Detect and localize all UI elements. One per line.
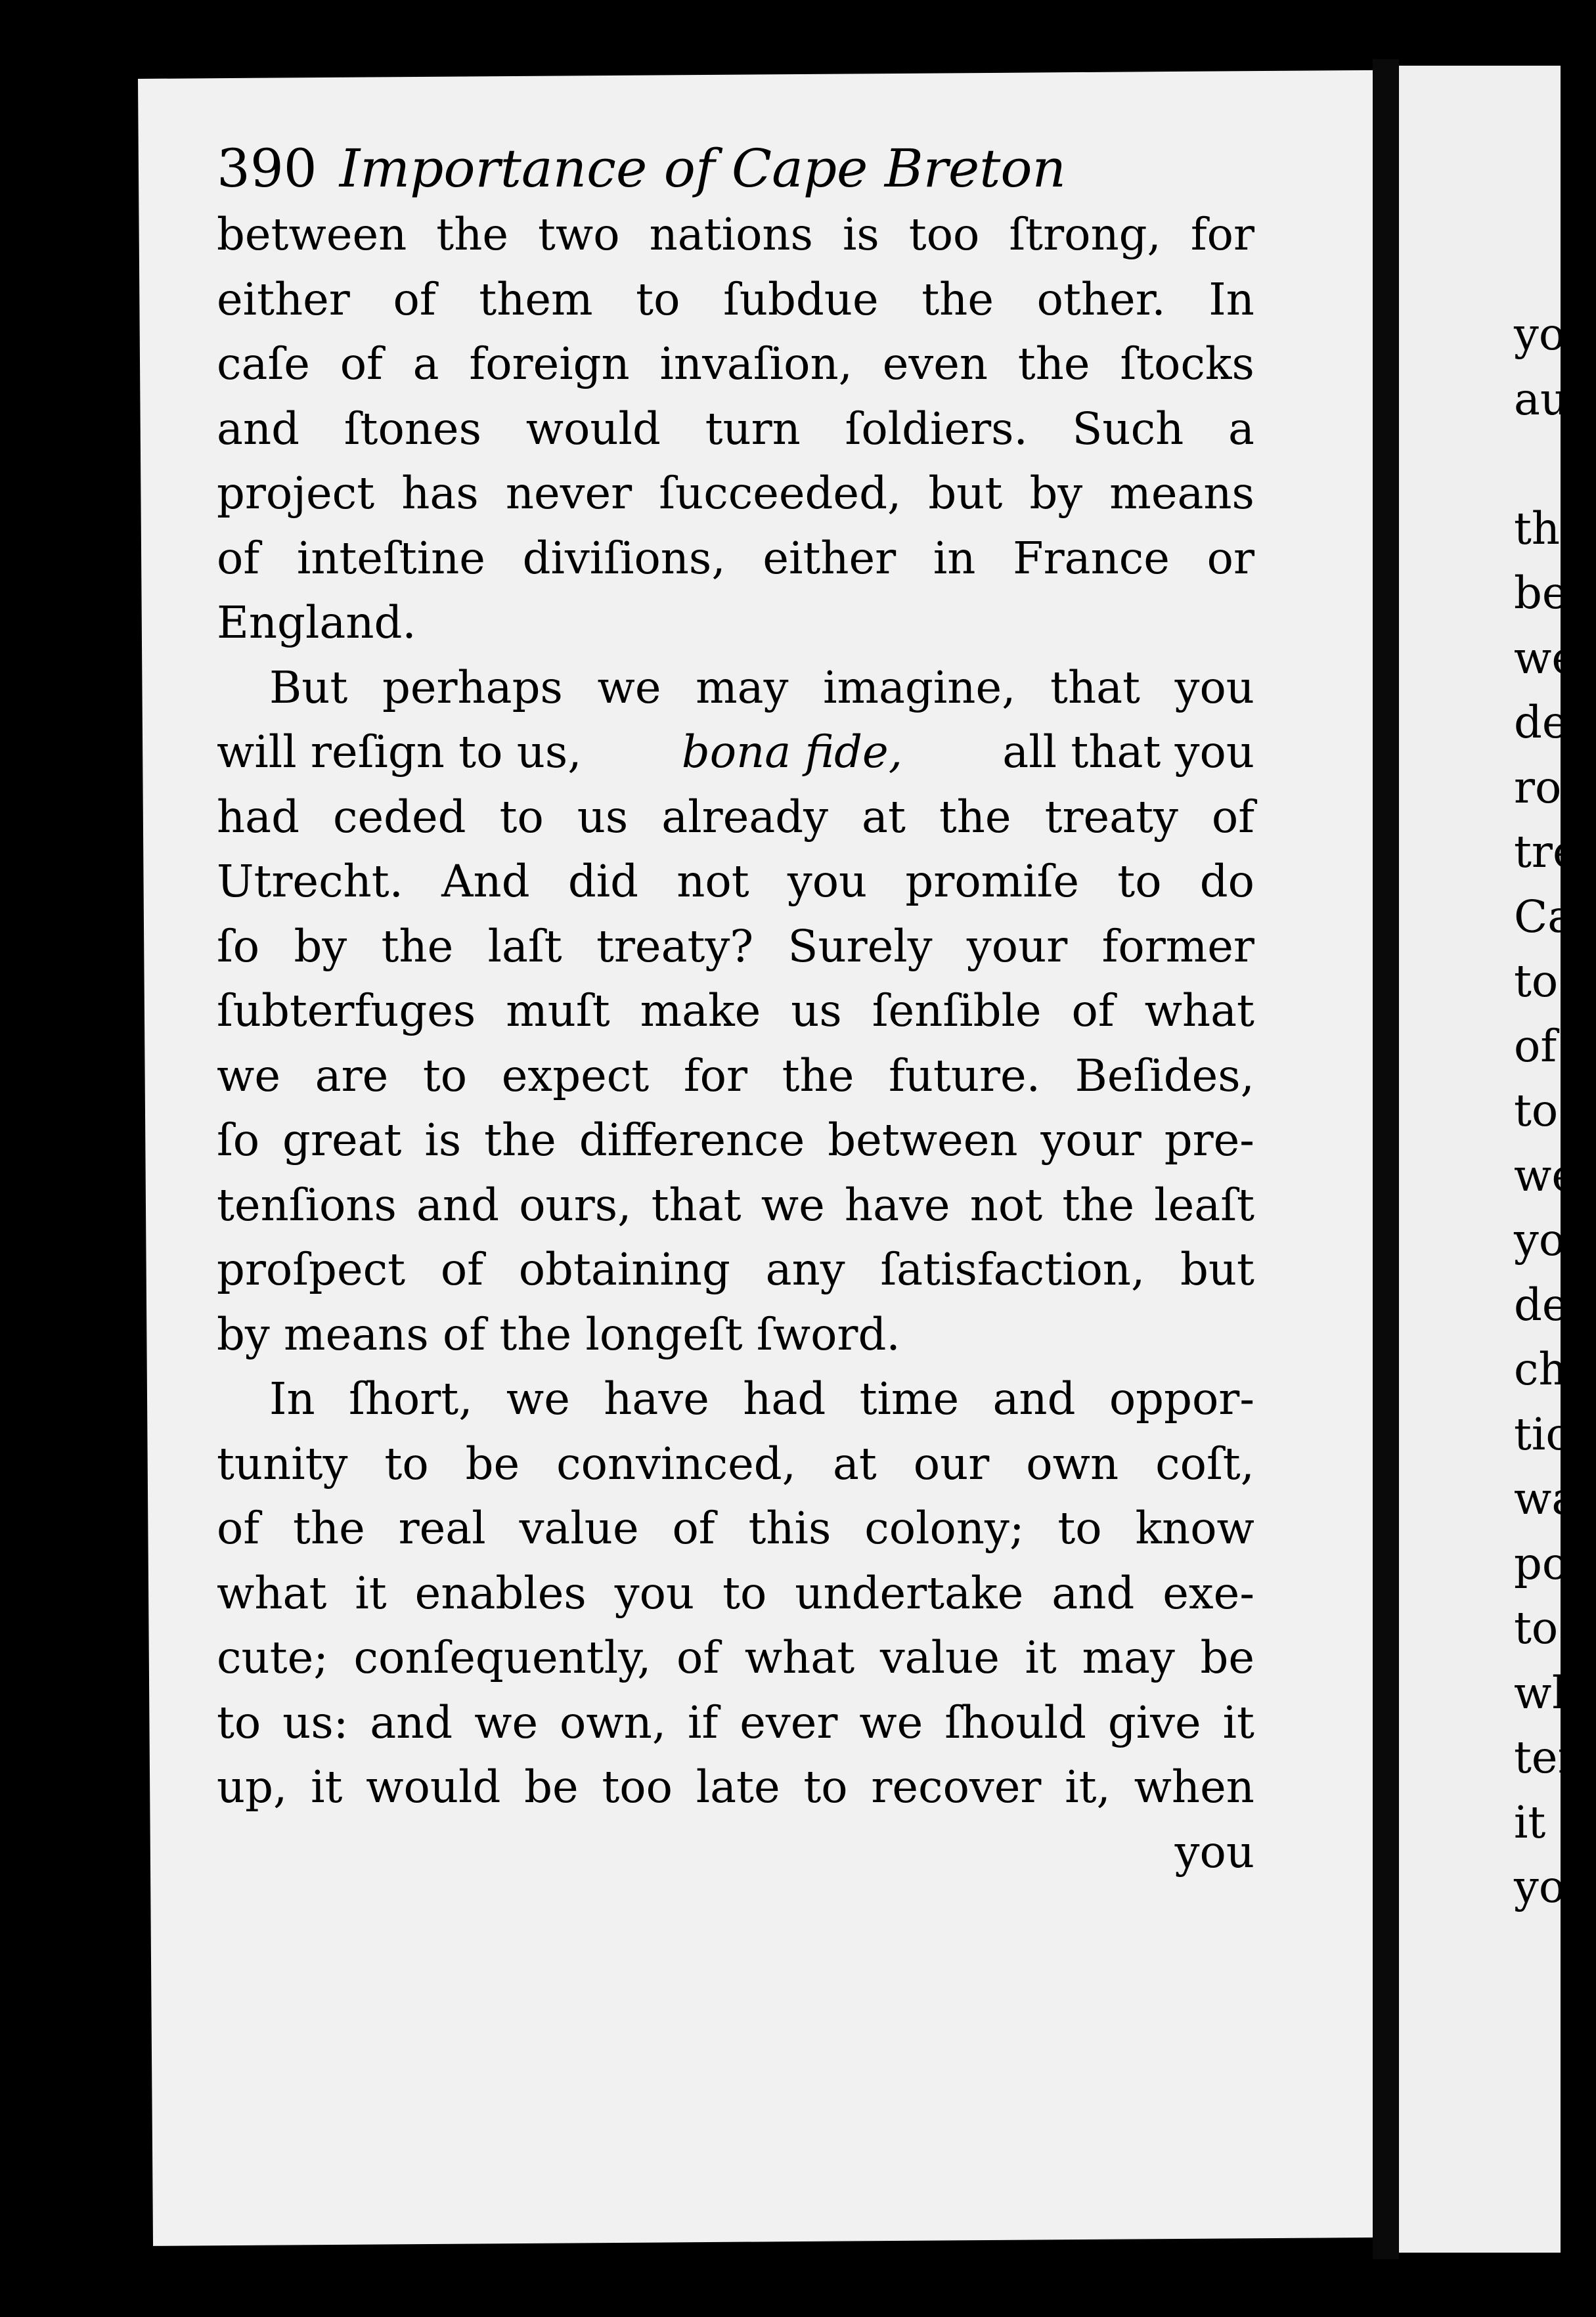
text-line	[217, 1690, 1254, 1755]
word: of	[217, 1503, 260, 1554]
word: be	[524, 1761, 579, 1813]
word: the	[436, 209, 508, 260]
word: ſhort,	[348, 1373, 473, 1424]
page-body	[217, 202, 1254, 1884]
facing-fragment: tio	[1514, 1408, 1572, 1460]
word: ours,	[519, 1179, 632, 1231]
text-line	[217, 655, 1254, 720]
word: this	[748, 1503, 831, 1554]
word: ſubdue	[723, 273, 879, 325]
facing-fragment	[1514, 431, 1561, 496]
word: of	[340, 338, 383, 389]
running-header	[217, 138, 1066, 199]
text-line	[217, 202, 1254, 267]
word: the	[782, 1049, 854, 1101]
word: already	[661, 791, 829, 843]
word: and	[370, 1696, 453, 1748]
word: inteſtine	[296, 532, 485, 584]
text-span: all that you	[1002, 726, 1254, 778]
word: two	[538, 209, 620, 260]
word: to	[1117, 856, 1162, 907]
catchword	[217, 1820, 1254, 1885]
word: In	[1208, 273, 1254, 325]
word: we	[597, 661, 661, 713]
word: we	[474, 1696, 539, 1748]
word: but	[1180, 1244, 1254, 1295]
facing-fragment: tre	[1514, 826, 1579, 877]
word: you	[1174, 661, 1254, 713]
word: to	[803, 1761, 848, 1813]
text-line	[217, 1173, 1254, 1238]
text-span: England.	[217, 597, 416, 648]
word: and	[992, 1373, 1076, 1424]
text-line	[217, 1561, 1254, 1626]
word: muſt	[506, 985, 610, 1036]
word: it	[355, 1567, 387, 1619]
word: undertake	[795, 1567, 1024, 1619]
word: your	[1040, 1114, 1142, 1166]
word: is	[842, 209, 879, 260]
text-line	[217, 914, 1254, 979]
word: tenſions	[217, 1179, 397, 1231]
word: did	[567, 856, 639, 907]
word: laſt	[487, 920, 562, 972]
facing-fragment: it	[1514, 1796, 1546, 1848]
text-line	[217, 397, 1254, 462]
word: of	[217, 532, 260, 584]
word: have	[844, 1179, 950, 1231]
text-line	[217, 1432, 1254, 1497]
word: we	[217, 1049, 280, 1101]
word: up,	[217, 1761, 288, 1813]
text-line	[217, 785, 1254, 850]
word: to	[422, 1049, 468, 1101]
word: ſoldiers.	[845, 403, 1028, 454]
facing-fragment: we	[1514, 632, 1578, 684]
word: proſpect	[217, 1244, 406, 1295]
word: it	[1222, 1696, 1254, 1748]
word: of	[676, 1632, 720, 1683]
word: us	[577, 791, 629, 843]
text-line	[217, 332, 1254, 397]
word: Such	[1072, 403, 1184, 454]
word: would	[525, 403, 661, 454]
word: ſhould	[944, 1696, 1086, 1748]
facing-fragment: de	[1514, 697, 1568, 748]
word: and	[217, 403, 299, 454]
word: own,	[560, 1696, 667, 1748]
text-line	[217, 849, 1254, 914]
word: France	[1013, 532, 1170, 584]
word: the	[921, 273, 994, 325]
word: caſe	[217, 338, 310, 389]
word: And	[441, 856, 530, 907]
facing-fragment: po	[1514, 1537, 1569, 1589]
word: of	[440, 1244, 483, 1295]
word: former	[1101, 920, 1254, 972]
word: do	[1199, 856, 1254, 907]
word: ever	[740, 1696, 838, 1748]
word: foreign	[469, 338, 630, 389]
word: treaty?	[596, 920, 754, 972]
text-line	[217, 267, 1254, 332]
text-line	[217, 526, 1254, 591]
facing-fragment: dep	[1514, 1279, 1596, 1331]
word: convinced,	[556, 1438, 796, 1490]
word: between	[217, 209, 407, 260]
word: expect	[501, 1049, 650, 1101]
word: future.	[888, 1049, 1040, 1101]
word: we	[761, 1179, 825, 1231]
word: Beſides,	[1075, 1049, 1254, 1101]
text-line	[217, 1302, 1254, 1367]
word: either	[763, 532, 897, 584]
word: ſucceeded,	[659, 468, 902, 519]
word: to	[722, 1567, 767, 1619]
word: of	[1211, 791, 1254, 843]
word: time	[859, 1373, 960, 1424]
word: may	[1082, 1632, 1175, 1683]
book-gutter	[1373, 59, 1399, 2259]
word: in	[933, 532, 976, 584]
text-line	[217, 1625, 1254, 1690]
word: are	[315, 1049, 389, 1101]
facing-fragment: wh	[1514, 1667, 1580, 1719]
word: and	[416, 1179, 500, 1231]
word: that	[651, 1179, 742, 1231]
word: we	[859, 1696, 923, 1748]
word: make	[640, 985, 761, 1036]
word: it,	[1065, 1761, 1111, 1813]
word: of	[1071, 985, 1115, 1036]
word: other.	[1036, 273, 1166, 325]
word: not	[969, 1179, 1043, 1231]
text-line	[217, 1496, 1254, 1561]
word: to	[1057, 1503, 1102, 1554]
word: turn	[705, 403, 801, 454]
facing-fragment: be	[1514, 567, 1568, 619]
word: by	[294, 920, 347, 972]
word: perhaps	[382, 661, 563, 713]
word: at	[832, 1438, 877, 1490]
word: treaty	[1044, 791, 1178, 843]
word: had	[743, 1373, 826, 1424]
facing-fragment: to	[1514, 1085, 1559, 1136]
word: a	[1228, 403, 1254, 454]
word: ſtones	[344, 403, 481, 454]
word: your	[966, 920, 1068, 972]
word: ſtrong,	[1009, 209, 1161, 260]
word: ſatisfaction,	[880, 1244, 1145, 1295]
facing-fragment: yo	[1514, 1861, 1566, 1912]
word: for	[683, 1049, 747, 1101]
word: means	[1109, 468, 1254, 519]
word: coſt,	[1155, 1438, 1254, 1490]
word: ſo	[217, 1114, 260, 1166]
word: you	[787, 856, 868, 907]
word: to	[499, 791, 544, 843]
word: if	[688, 1696, 719, 1748]
facing-fragment: yo	[1514, 1214, 1566, 1266]
facing-fragment: to	[1514, 956, 1559, 1007]
word: difference	[579, 1114, 805, 1166]
word: have	[604, 1373, 709, 1424]
text-line	[217, 1367, 1254, 1432]
word: to	[384, 1438, 429, 1490]
word: colony;	[864, 1503, 1025, 1554]
word: know	[1135, 1503, 1254, 1554]
text-line	[217, 1755, 1254, 1820]
word: ſubterfuges	[217, 985, 476, 1036]
word: obtaining	[518, 1244, 730, 1295]
facing-fragment: wa	[1514, 1473, 1578, 1524]
word: pre-	[1164, 1114, 1254, 1166]
text-line	[217, 461, 1254, 526]
word: never	[505, 468, 632, 519]
word: it	[1025, 1632, 1057, 1683]
word: ceded	[332, 791, 466, 843]
word: them	[479, 273, 593, 325]
facing-fragment: to	[1514, 1602, 1559, 1654]
facing-fragment: we	[1514, 1149, 1578, 1201]
facing-fragment: yo	[1514, 309, 1566, 360]
word: In	[269, 1373, 315, 1424]
word: the	[1017, 338, 1090, 389]
word: the	[939, 791, 1011, 843]
running-title: Importance of Cape Breton	[339, 138, 1067, 199]
word: project	[217, 468, 375, 519]
word: own	[1026, 1438, 1119, 1490]
facing-fragment: ch	[1514, 1344, 1567, 1395]
word: when	[1134, 1761, 1254, 1813]
word: recover	[871, 1761, 1042, 1813]
word: would	[366, 1761, 501, 1813]
word: our	[913, 1438, 990, 1490]
word: invaſion,	[659, 338, 853, 389]
word: oppor-	[1109, 1373, 1254, 1424]
text-line	[217, 1108, 1254, 1173]
word: but	[928, 468, 1003, 519]
word: between	[828, 1114, 1018, 1166]
word: value	[879, 1632, 1000, 1683]
word: give	[1107, 1696, 1201, 1748]
word: at	[862, 791, 906, 843]
word: the	[1062, 1179, 1135, 1231]
word: the	[484, 1114, 556, 1166]
word: and	[1052, 1567, 1135, 1619]
word: us	[791, 985, 842, 1036]
word: we	[506, 1373, 570, 1424]
word: is	[424, 1114, 462, 1166]
word: promiſe	[905, 856, 1080, 907]
word: even	[882, 338, 988, 389]
word: be	[465, 1438, 520, 1490]
facing-fragment: of	[1514, 1020, 1557, 1072]
word: enables	[414, 1567, 587, 1619]
word: either	[217, 273, 350, 325]
word: what	[1144, 985, 1254, 1036]
word: ſenſible	[872, 985, 1042, 1036]
word: had	[217, 791, 299, 843]
word: by	[1029, 468, 1083, 519]
text-line	[217, 1044, 1254, 1109]
word: of	[393, 273, 436, 325]
text-span: will reſign to us,	[217, 726, 582, 778]
word: has	[401, 468, 479, 519]
word: to	[217, 1696, 261, 1748]
word: the	[293, 1503, 365, 1554]
word: leaſt	[1154, 1179, 1254, 1231]
text-line	[217, 979, 1254, 1044]
word: not	[676, 856, 749, 907]
text-line	[217, 1237, 1254, 1302]
word: it	[311, 1761, 343, 1813]
text-line-italic-phrase	[217, 720, 1254, 785]
word: tunity	[217, 1438, 348, 1490]
word: what	[744, 1632, 855, 1683]
word: Surely	[787, 920, 933, 972]
page-number: 390	[217, 138, 317, 199]
word: or	[1207, 532, 1254, 584]
word: of	[672, 1503, 715, 1554]
catchword-text: you	[1174, 1826, 1254, 1878]
word: a	[412, 338, 439, 389]
word: late	[696, 1761, 780, 1813]
word: real	[398, 1503, 486, 1554]
facing-fragment: au	[1514, 373, 1569, 425]
word: you	[614, 1567, 695, 1619]
facing-page-fragments	[1514, 302, 1596, 1920]
word: But	[269, 661, 348, 713]
word: ſo	[217, 920, 260, 972]
word: cute;	[217, 1632, 328, 1683]
word: diviſions,	[522, 532, 726, 584]
word: ſtocks	[1120, 338, 1254, 389]
word: Utrecht.	[217, 856, 403, 907]
word: imagine,	[823, 661, 1016, 713]
facing-fragment: Ca	[1514, 891, 1574, 942]
word: us:	[282, 1696, 349, 1748]
word: what	[217, 1567, 327, 1619]
word: for	[1190, 209, 1254, 260]
text-span: by means of the longeſt ſword.	[217, 1308, 900, 1360]
word: nations	[649, 209, 813, 260]
word: the	[381, 920, 454, 972]
word: value	[519, 1503, 639, 1554]
text-line	[217, 590, 1254, 655]
facing-fragment: rol	[1514, 761, 1576, 813]
word: great	[282, 1114, 402, 1166]
word: may	[696, 661, 789, 713]
italic-phrase: bona fide,	[681, 726, 903, 778]
word: any	[765, 1244, 845, 1295]
word: too	[602, 1761, 673, 1813]
facing-fragment: ter	[1514, 1732, 1579, 1783]
word: too	[908, 209, 980, 260]
facing-fragment: thi	[1514, 502, 1574, 554]
word: conſequently,	[353, 1632, 652, 1683]
word: be	[1200, 1632, 1254, 1683]
word: exe-	[1163, 1567, 1254, 1619]
word: to	[636, 273, 680, 325]
word: that	[1050, 661, 1140, 713]
